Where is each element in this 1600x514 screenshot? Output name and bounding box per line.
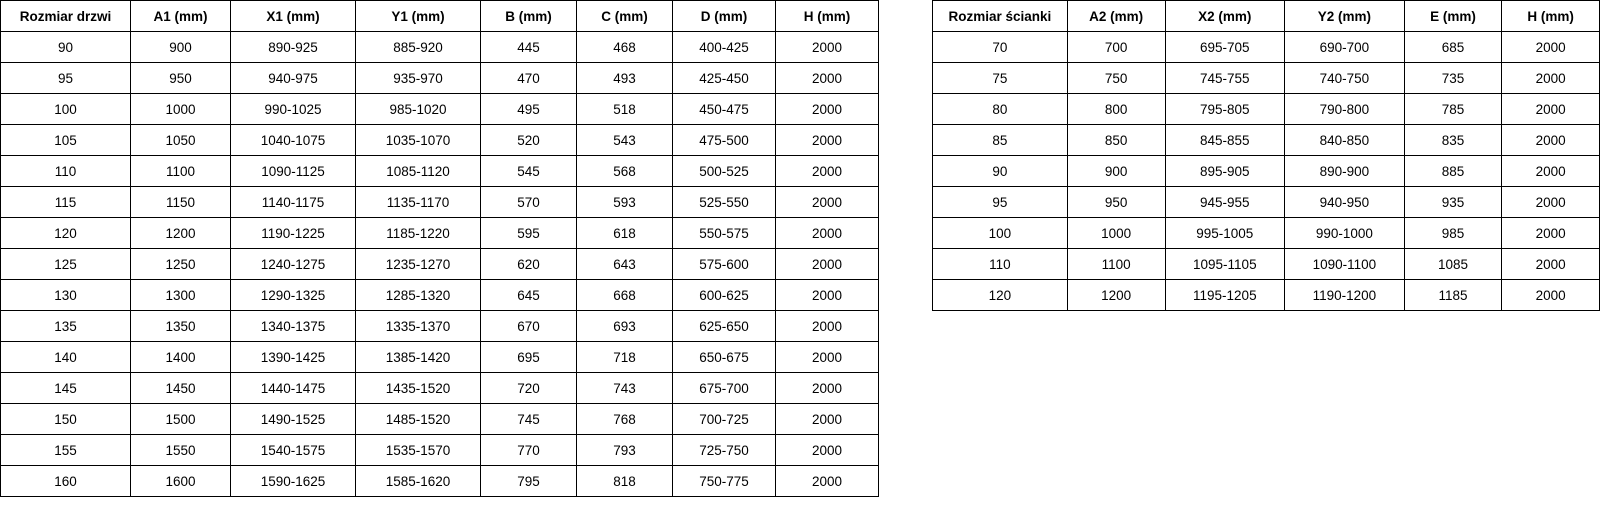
doors-table-head xyxy=(1,1,879,32)
table-row xyxy=(933,156,1600,187)
table-cell: 1000 xyxy=(1067,218,1165,249)
table-cell: 1200 xyxy=(131,218,231,249)
table-row xyxy=(1,342,879,373)
table-row xyxy=(1,94,879,125)
table-row xyxy=(1,311,879,342)
table-cell: 2000 xyxy=(1502,156,1600,187)
table-cell: 90 xyxy=(1,32,131,63)
table-cell: 768 xyxy=(577,404,673,435)
table-cell: 795 xyxy=(481,466,577,497)
table-cell: 95 xyxy=(933,187,1068,218)
table-cell: 1590-1625 xyxy=(231,466,356,497)
table-cell: 1190-1200 xyxy=(1285,280,1405,311)
table-cell: 1190-1225 xyxy=(231,218,356,249)
walls-size-table xyxy=(932,0,1600,311)
table-cell: 1150 xyxy=(131,187,231,218)
table-cell: 950 xyxy=(131,63,231,94)
walls-table-body xyxy=(933,32,1600,311)
table-row xyxy=(933,63,1600,94)
table-cell: 695-705 xyxy=(1165,32,1285,63)
walls-size-table-container xyxy=(932,0,1600,311)
table-cell: 935 xyxy=(1404,187,1502,218)
table-cell: 885-920 xyxy=(356,32,481,63)
table-cell: 1390-1425 xyxy=(231,342,356,373)
table-cell: 90 xyxy=(933,156,1068,187)
table-cell: 2000 xyxy=(776,404,879,435)
table-cell: 685 xyxy=(1404,32,1502,63)
table-row xyxy=(1,466,879,497)
table-cell: 2000 xyxy=(776,280,879,311)
table-header-row xyxy=(1,1,879,32)
table-row xyxy=(1,373,879,404)
table-cell: 1290-1325 xyxy=(231,280,356,311)
table-cell: 1400 xyxy=(131,342,231,373)
table-cell: 2000 xyxy=(776,466,879,497)
table-cell: 895-905 xyxy=(1165,156,1285,187)
table-cell: 718 xyxy=(577,342,673,373)
table-row xyxy=(1,435,879,466)
table-cell: 900 xyxy=(131,32,231,63)
table-cell: 750-775 xyxy=(673,466,776,497)
table-cell: 520 xyxy=(481,125,577,156)
table-cell: 140 xyxy=(1,342,131,373)
table-cell: 745 xyxy=(481,404,577,435)
table-cell: 1140-1175 xyxy=(231,187,356,218)
doors-column-header: H (mm) xyxy=(776,1,879,32)
table-cell: 670 xyxy=(481,311,577,342)
table-cell: 700 xyxy=(1067,32,1165,63)
table-cell: 575-600 xyxy=(673,249,776,280)
table-cell: 845-855 xyxy=(1165,125,1285,156)
table-row xyxy=(1,187,879,218)
table-cell: 85 xyxy=(933,125,1068,156)
table-cell: 650-675 xyxy=(673,342,776,373)
table-cell: 1350 xyxy=(131,311,231,342)
walls-table-head xyxy=(933,1,1600,32)
table-cell: 1195-1205 xyxy=(1165,280,1285,311)
table-cell: 940-950 xyxy=(1285,187,1405,218)
table-cell: 693 xyxy=(577,311,673,342)
table-cell: 1385-1420 xyxy=(356,342,481,373)
table-cell: 2000 xyxy=(776,249,879,280)
table-cell: 990-1025 xyxy=(231,94,356,125)
table-cell: 130 xyxy=(1,280,131,311)
table-cell: 643 xyxy=(577,249,673,280)
table-cell: 495 xyxy=(481,94,577,125)
table-cell: 995-1005 xyxy=(1165,218,1285,249)
table-cell: 850 xyxy=(1067,125,1165,156)
table-cell: 1000 xyxy=(131,94,231,125)
table-header-row xyxy=(933,1,1600,32)
table-row xyxy=(933,187,1600,218)
table-cell: 1100 xyxy=(1067,249,1165,280)
table-cell: 2000 xyxy=(776,342,879,373)
table-cell: 1335-1370 xyxy=(356,311,481,342)
table-row xyxy=(933,125,1600,156)
table-cell: 100 xyxy=(1,94,131,125)
table-cell: 700-725 xyxy=(673,404,776,435)
table-cell: 1040-1075 xyxy=(231,125,356,156)
table-cell: 1135-1170 xyxy=(356,187,481,218)
table-cell: 2000 xyxy=(1502,218,1600,249)
doors-column-header: A1 (mm) xyxy=(131,1,231,32)
table-cell: 625-650 xyxy=(673,311,776,342)
table-row xyxy=(1,404,879,435)
table-cell: 1300 xyxy=(131,280,231,311)
table-cell: 1050 xyxy=(131,125,231,156)
table-cell: 1085-1120 xyxy=(356,156,481,187)
table-cell: 2000 xyxy=(1502,125,1600,156)
table-cell: 990-1000 xyxy=(1285,218,1405,249)
table-cell: 2000 xyxy=(1502,280,1600,311)
table-row xyxy=(1,218,879,249)
table-cell: 160 xyxy=(1,466,131,497)
table-cell: 135 xyxy=(1,311,131,342)
table-cell: 425-450 xyxy=(673,63,776,94)
table-cell: 1485-1520 xyxy=(356,404,481,435)
table-cell: 120 xyxy=(933,280,1068,311)
table-cell: 1585-1620 xyxy=(356,466,481,497)
table-cell: 600-625 xyxy=(673,280,776,311)
table-cell: 770 xyxy=(481,435,577,466)
table-cell: 645 xyxy=(481,280,577,311)
table-cell: 570 xyxy=(481,187,577,218)
table-cell: 1235-1270 xyxy=(356,249,481,280)
table-cell: 155 xyxy=(1,435,131,466)
table-row xyxy=(1,63,879,94)
table-cell: 2000 xyxy=(776,187,879,218)
table-cell: 543 xyxy=(577,125,673,156)
table-cell: 1200 xyxy=(1067,280,1165,311)
table-cell: 80 xyxy=(933,94,1068,125)
doors-table-body xyxy=(1,32,879,497)
table-cell: 493 xyxy=(577,63,673,94)
table-cell: 2000 xyxy=(1502,63,1600,94)
table-row xyxy=(1,125,879,156)
table-cell: 75 xyxy=(933,63,1068,94)
table-cell: 70 xyxy=(933,32,1068,63)
table-cell: 735 xyxy=(1404,63,1502,94)
table-cell: 445 xyxy=(481,32,577,63)
table-cell: 935-970 xyxy=(356,63,481,94)
table-cell: 1090-1100 xyxy=(1285,249,1405,280)
table-row xyxy=(933,32,1600,63)
doors-column-header: B (mm) xyxy=(481,1,577,32)
table-cell: 900 xyxy=(1067,156,1165,187)
table-cell: 568 xyxy=(577,156,673,187)
table-cell: 620 xyxy=(481,249,577,280)
table-cell: 2000 xyxy=(1502,32,1600,63)
table-cell: 950 xyxy=(1067,187,1165,218)
table-cell: 100 xyxy=(933,218,1068,249)
table-row xyxy=(933,94,1600,125)
table-cell: 593 xyxy=(577,187,673,218)
table-cell: 1435-1520 xyxy=(356,373,481,404)
table-cell: 400-425 xyxy=(673,32,776,63)
table-cell: 890-900 xyxy=(1285,156,1405,187)
table-cell: 1490-1525 xyxy=(231,404,356,435)
walls-column-header: Rozmiar ścianki xyxy=(933,1,1068,32)
walls-column-header: Y2 (mm) xyxy=(1285,1,1405,32)
table-cell: 2000 xyxy=(776,94,879,125)
table-cell: 793 xyxy=(577,435,673,466)
doors-column-header: Rozmiar drzwi xyxy=(1,1,131,32)
table-cell: 890-925 xyxy=(231,32,356,63)
table-cell: 720 xyxy=(481,373,577,404)
table-cell: 743 xyxy=(577,373,673,404)
table-row xyxy=(1,249,879,280)
doors-column-header: Y1 (mm) xyxy=(356,1,481,32)
walls-column-header: E (mm) xyxy=(1404,1,1502,32)
table-cell: 1095-1105 xyxy=(1165,249,1285,280)
table-cell: 105 xyxy=(1,125,131,156)
table-cell: 1500 xyxy=(131,404,231,435)
table-cell: 468 xyxy=(577,32,673,63)
table-cell: 745-755 xyxy=(1165,63,1285,94)
table-cell: 1250 xyxy=(131,249,231,280)
table-cell: 2000 xyxy=(776,63,879,94)
table-cell: 1035-1070 xyxy=(356,125,481,156)
table-cell: 1600 xyxy=(131,466,231,497)
table-cell: 1285-1320 xyxy=(356,280,481,311)
table-cell: 668 xyxy=(577,280,673,311)
table-cell: 1085 xyxy=(1404,249,1502,280)
table-cell: 450-475 xyxy=(673,94,776,125)
table-cell: 120 xyxy=(1,218,131,249)
table-cell: 800 xyxy=(1067,94,1165,125)
table-row xyxy=(1,32,879,63)
doors-column-header: D (mm) xyxy=(673,1,776,32)
table-cell: 2000 xyxy=(776,125,879,156)
table-cell: 945-955 xyxy=(1165,187,1285,218)
table-cell: 740-750 xyxy=(1285,63,1405,94)
table-cell: 550-575 xyxy=(673,218,776,249)
table-cell: 2000 xyxy=(776,32,879,63)
walls-column-header: H (mm) xyxy=(1502,1,1600,32)
table-cell: 545 xyxy=(481,156,577,187)
table-cell: 110 xyxy=(1,156,131,187)
table-cell: 835 xyxy=(1404,125,1502,156)
table-cell: 518 xyxy=(577,94,673,125)
doors-column-header: C (mm) xyxy=(577,1,673,32)
table-cell: 2000 xyxy=(776,435,879,466)
table-cell: 500-525 xyxy=(673,156,776,187)
table-cell: 725-750 xyxy=(673,435,776,466)
table-cell: 110 xyxy=(933,249,1068,280)
table-cell: 115 xyxy=(1,187,131,218)
table-row xyxy=(933,218,1600,249)
table-cell: 475-500 xyxy=(673,125,776,156)
doors-column-header: X1 (mm) xyxy=(231,1,356,32)
table-cell: 595 xyxy=(481,218,577,249)
walls-column-header: A2 (mm) xyxy=(1067,1,1165,32)
table-cell: 690-700 xyxy=(1285,32,1405,63)
table-cell: 2000 xyxy=(776,311,879,342)
table-cell: 525-550 xyxy=(673,187,776,218)
table-cell: 840-850 xyxy=(1285,125,1405,156)
table-cell: 675-700 xyxy=(673,373,776,404)
table-cell: 1100 xyxy=(131,156,231,187)
table-cell: 2000 xyxy=(776,218,879,249)
table-cell: 985 xyxy=(1404,218,1502,249)
table-cell: 2000 xyxy=(776,373,879,404)
table-cell: 470 xyxy=(481,63,577,94)
table-cell: 1440-1475 xyxy=(231,373,356,404)
table-cell: 940-975 xyxy=(231,63,356,94)
table-row xyxy=(1,156,879,187)
table-cell: 145 xyxy=(1,373,131,404)
table-cell: 1535-1570 xyxy=(356,435,481,466)
table-cell: 1540-1575 xyxy=(231,435,356,466)
table-cell: 1090-1125 xyxy=(231,156,356,187)
table-cell: 785 xyxy=(1404,94,1502,125)
table-cell: 2000 xyxy=(1502,187,1600,218)
table-cell: 1550 xyxy=(131,435,231,466)
table-cell: 695 xyxy=(481,342,577,373)
table-cell: 750 xyxy=(1067,63,1165,94)
table-cell: 1185-1220 xyxy=(356,218,481,249)
table-cell: 818 xyxy=(577,466,673,497)
table-cell: 125 xyxy=(1,249,131,280)
table-cell: 95 xyxy=(1,63,131,94)
table-cell: 150 xyxy=(1,404,131,435)
table-cell: 795-805 xyxy=(1165,94,1285,125)
table-row xyxy=(933,280,1600,311)
table-cell: 2000 xyxy=(1502,249,1600,280)
table-cell: 2000 xyxy=(1502,94,1600,125)
table-cell: 885 xyxy=(1404,156,1502,187)
table-row xyxy=(933,249,1600,280)
table-cell: 1340-1375 xyxy=(231,311,356,342)
table-cell: 618 xyxy=(577,218,673,249)
table-cell: 2000 xyxy=(776,156,879,187)
walls-column-header: X2 (mm) xyxy=(1165,1,1285,32)
table-cell: 1185 xyxy=(1404,280,1502,311)
table-cell: 1450 xyxy=(131,373,231,404)
table-cell: 985-1020 xyxy=(356,94,481,125)
table-cell: 790-800 xyxy=(1285,94,1405,125)
table-cell: 1240-1275 xyxy=(231,249,356,280)
table-row xyxy=(1,280,879,311)
